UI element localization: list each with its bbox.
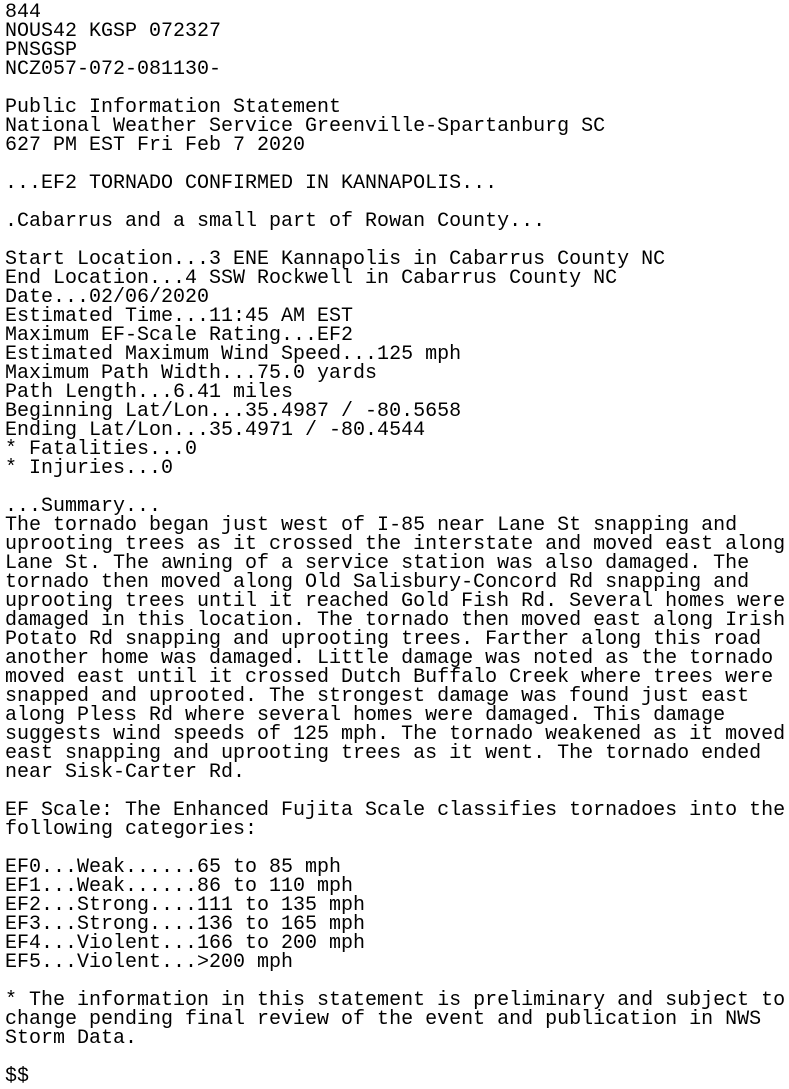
product-id-line: 844 [5,1,42,24]
summary-line: suggests wind speeds of 125 mph. The tornado weakened as it moved [5,723,786,746]
ef-scale-row: EF1...Weak......86 to 110 mph [5,875,354,898]
summary-line: near Sisk-Carter Rd. [5,761,246,784]
ef-scale-row: EF5...Violent...>200 mph [5,951,294,974]
summary-line: snapped and uprooted. The strongest damage was found just east [5,685,750,708]
ef-scale-row: EF4...Violent...166 to 200 mph [5,932,366,955]
detail-begin-latlon: Beginning Lat/Lon...35.4987 / -80.5658 [5,400,462,423]
blank-line [5,1048,785,1067]
detail-path-width: Maximum Path Width...75.0 yards [5,362,378,385]
detail-path-length: Path Length...6.41 miles [5,381,294,404]
summary-line: east snapping and uprooting trees as it went. The tornado ended [5,742,762,765]
summary-line: Potato Rd snapping and uprooting trees. Farther along this road [5,628,762,651]
detail-ef-rating: Maximum EF-Scale Rating...EF2 [5,324,354,347]
ef-scale-row: EF2...Strong....111 to 135 mph [5,894,366,917]
awips-id-line: PNSGSP [5,39,78,62]
ef-scale-intro: following categories: [5,818,258,841]
wmo-header-line: NOUS42 KGSP 072327 [5,20,222,43]
summary-line: uprooting trees as it crossed the interstate and moved east along [5,533,786,556]
disclaimer-line: Storm Data. [5,1027,138,1050]
ef-scale-intro: EF Scale: The Enhanced Fujita Scale classifies tornadoes into the [5,799,786,822]
summary-line: uprooting trees until it reached Gold Fish Rd. Several homes were [5,590,786,613]
summary-line: tornado then moved along Old Salisbury-Concord Rd snapping and [5,571,750,594]
detail-fatalities: * Fatalities...0 [5,438,198,461]
detail-end-latlon: Ending Lat/Lon...35.4971 / -80.4544 [5,419,426,442]
summary-line: along Pless Rd where several homes were damaged. This damage [5,704,726,727]
issue-time: 627 PM EST Fri Feb 7 2020 [5,134,306,157]
disclaimer-line: change pending final review of the event and publication in NWS [5,1008,762,1031]
event-details [5,250,785,478]
zone-code-line: NCZ057-072-081130- [5,58,222,81]
detail-estimated-time: Estimated Time...11:45 AM EST [5,305,354,328]
summary-text [5,516,785,782]
summary-line: moved east until it crossed Dutch Buffalo Creek where trees were [5,666,774,689]
summary-line: The tornado began just west of I-85 near Lane St snapping and [5,514,738,537]
ef-scale-row: EF0...Weak......65 to 85 mph [5,856,342,879]
summary-line: Lane St. The awning of a service station was also damaged. The [5,552,750,575]
summary-line: another home was damaged. Little damage was noted as the tornado [5,647,774,670]
ef-scale-table [5,858,785,972]
detail-injuries: * Injuries...0 [5,457,174,480]
summary-line: damaged in this location. The tornado then moved east along Irish [5,609,786,632]
affected-area: .Cabarrus and a small part of Rowan County... [5,210,546,233]
end-marker: $$ [5,1065,30,1088]
ef-scale-row: EF3...Strong....136 to 165 mph [5,913,366,936]
summary-heading: ...Summary... [5,495,162,518]
detail-wind-speed: Estimated Maximum Wind Speed...125 mph [5,343,462,366]
public-information-statement [5,3,785,1086]
issuing-office: National Weather Service Greenville-Spartanburg SC [5,115,606,138]
disclaimer-line: * The information in this statement is preliminary and subject to [5,989,786,1012]
headline: ...EF2 TORNADO CONFIRMED IN KANNAPOLIS... [5,172,498,195]
detail-end-location: End Location...4 SSW Rockwell in Cabarrus County NC [5,267,618,290]
statement-title: Public Information Statement [5,96,342,119]
detail-date: Date...02/06/2020 [5,286,210,309]
detail-start-location: Start Location...3 ENE Kannapolis in Cabarrus County NC [5,248,666,271]
